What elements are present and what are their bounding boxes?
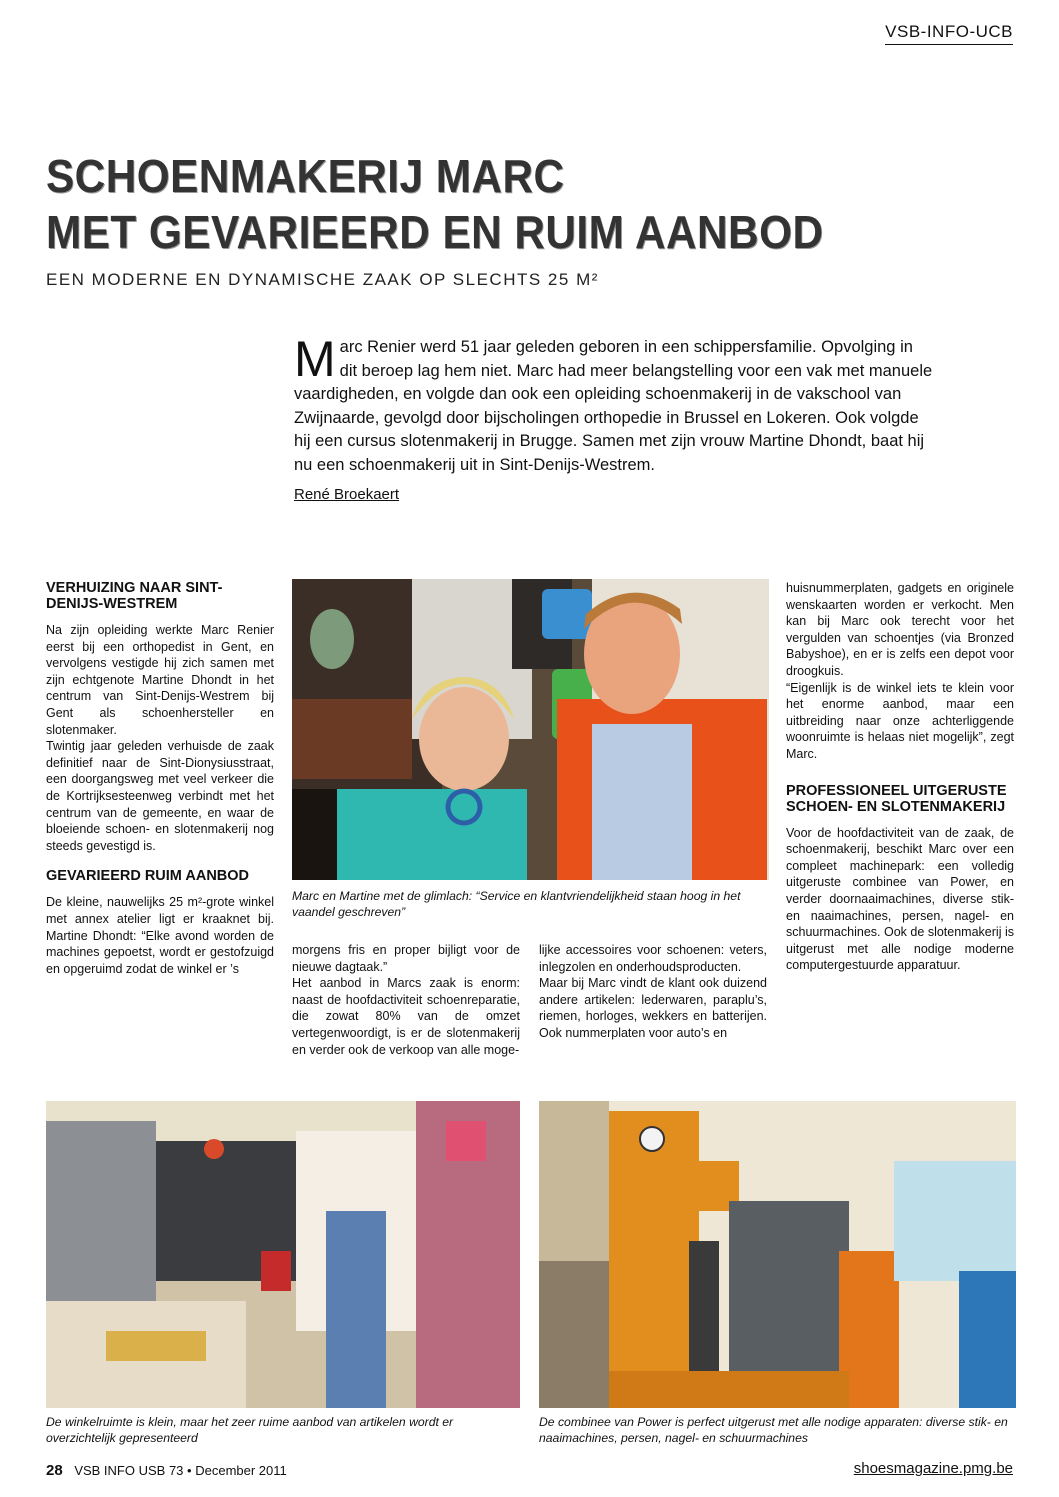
shop-image: [46, 1101, 520, 1408]
drop-cap: M: [294, 331, 336, 387]
caption-main: Marc en Martine met de glimlach: “Service en klantvriendelijkheid staan hoog in het vaandel geschreven”: [292, 889, 741, 919]
intro-paragraph: [294, 331, 934, 477]
portrait-image: [292, 579, 769, 880]
column-1: [46, 580, 274, 977]
paragraph: Twintig jaar geleden verhuisde de zaak definitief naar de Sint-Dionysiusstraat, een doorgangsweg met veel verkeer die de Kortrijksesteenweg verbindt met het centrum van de gemeente, en waar de bloeiende schoen- en slotenmakerij nog steeds gevestigd is.: [46, 739, 274, 853]
machine-image: [539, 1101, 1016, 1408]
photo-marc-martine: [292, 579, 769, 880]
page-number: 28: [46, 1462, 63, 1479]
footer-left: [46, 1462, 287, 1479]
column-3: [539, 942, 767, 1042]
caption-machine: De combinee van Power is perfect uitgerust met alle nodige apparaten: diverse stik- en naaimachines, persen, nagel- en schuurmachines: [539, 1415, 1008, 1445]
author-byline: René Broekaert: [294, 486, 400, 503]
issue-date: December 2011: [195, 1463, 287, 1478]
intro-text: arc Renier werd 51 jaar geleden geboren in een schippersfamilie. Opvolging in dit beroep lag hem niet. Marc had meer belangstelling voor een vak met manuele vaardigheden, en volgde dan ook een opleiding schoenmakerij in de vakschool van Zwijnaarde, gevolgd door bijscholingen orthopedie in Brussel en Lokeren. Ook volgde hij een cursus slotenmakerij in Brugge. Samen met zijn vrouw Martine Dhondt, baat hij nu een schoenmakerij uit in Sint-Denijs-Westrem.: [294, 338, 933, 474]
title-line-2: MET GEVARIEERD EN RUIM AANBOD: [46, 206, 824, 258]
paragraph: Maar bij Marc vindt de klant ook duizend andere artikelen: lederwaren, paraplu’s, riemen, horloges, wekkers en batterijen. Ook nummerplaten voor auto’s en: [539, 976, 767, 1040]
paragraph: Voor de hoofdactiviteit van de zaak, de schoenmakerij, beschikt Marc over een compleet machinepark: een volledig uitgeruste combinee van Power, en verder doornaaimachines, diverse stik- en naaimachines, persen, nagel- en schuurmachines. Ook de slotenmakerij is uitgerust met alle nodige moderne computergestuurde apparatuur.: [786, 825, 1014, 973]
section-tag: VSB-INFO-UCB: [885, 22, 1013, 45]
paragraph: morgens fris en proper bijligt voor de nieuwe dagtaak.”: [292, 943, 520, 974]
photo-machine: [539, 1101, 1016, 1408]
paragraph: lijke accessoires voor schoenen: veters, inlegzolen en onderhoudsproducten.: [539, 943, 767, 974]
caption-shop: De winkelruimte is klein, maar het zeer ruime aanbod van artikelen wordt er overzichtelijk gepresenteerd: [46, 1415, 454, 1445]
column-2: [292, 942, 520, 1058]
paragraph: Na zijn opleiding werkte Marc Renier eerst bij een orthopedist in Gent, en vervolgens vestigde hij zich samen met zijn echtgenote Martine Dhondt in het centrum van Sint-Denijs-Westrem bij Gent als schoenhersteller en slotenmaker.: [46, 623, 274, 737]
column-4: [786, 580, 1014, 974]
article-subtitle: EEN MODERNE EN DYNAMISCHE ZAAK OP SLECHTS 25 M²: [46, 270, 599, 289]
heading-professioneel: PROFESSIONEEL UITGERUSTE SCHOEN- EN SLOTENMAKERIJ: [786, 782, 1007, 815]
footer-bullet: •: [187, 1463, 192, 1478]
paragraph: “Eigenlijk is de winkel iets te klein voor het enorme aanbod, maar een uitbreiding naar onze achterliggende woonruimte is helaas niet mogelijk”, zegt Marc.: [786, 680, 1014, 761]
publication-name: VSB INFO USB 73: [74, 1463, 184, 1478]
heading-verhuizing: VERHUIZING NAAR SINT-DENIJS-WESTREM: [46, 580, 223, 612]
paragraph: De kleine, nauwelijks 25 m²-grote winkel met annex atelier ligt er kraaknet bij. Martine Dhondt: “Elke avond worden de machines gepoetst, wordt er gestofzuigd en opgeruimd zodat de winkel er ’s: [46, 895, 274, 976]
paragraph: huisnummerplaten, gadgets en originele wenskaarten worden er verkocht. Men kan bij Marc ook terecht voor het vergulden van schoentjes (via Bronzed Babyshoe), en er is zelfs een depot voor droogkuis.: [786, 581, 1014, 678]
photo-shop-interior: [46, 1101, 520, 1408]
article-title: [46, 148, 929, 260]
title-line-1: SCHOENMAKERIJ MARC: [46, 150, 565, 202]
paragraph: Het aanbod in Marcs zaak is enorm: naast de hoofdactiviteit schoenreparatie, die zowat 80% van de omzet vertegenwoordigt, is er de slotenmakerij en verder ook de verkoop van alle moge-: [292, 976, 520, 1057]
heading-aanbod: GEVARIEERD RUIM AANBOD: [46, 868, 250, 885]
website-link[interactable]: shoesmagazine.pmg.be: [853, 1460, 1013, 1477]
